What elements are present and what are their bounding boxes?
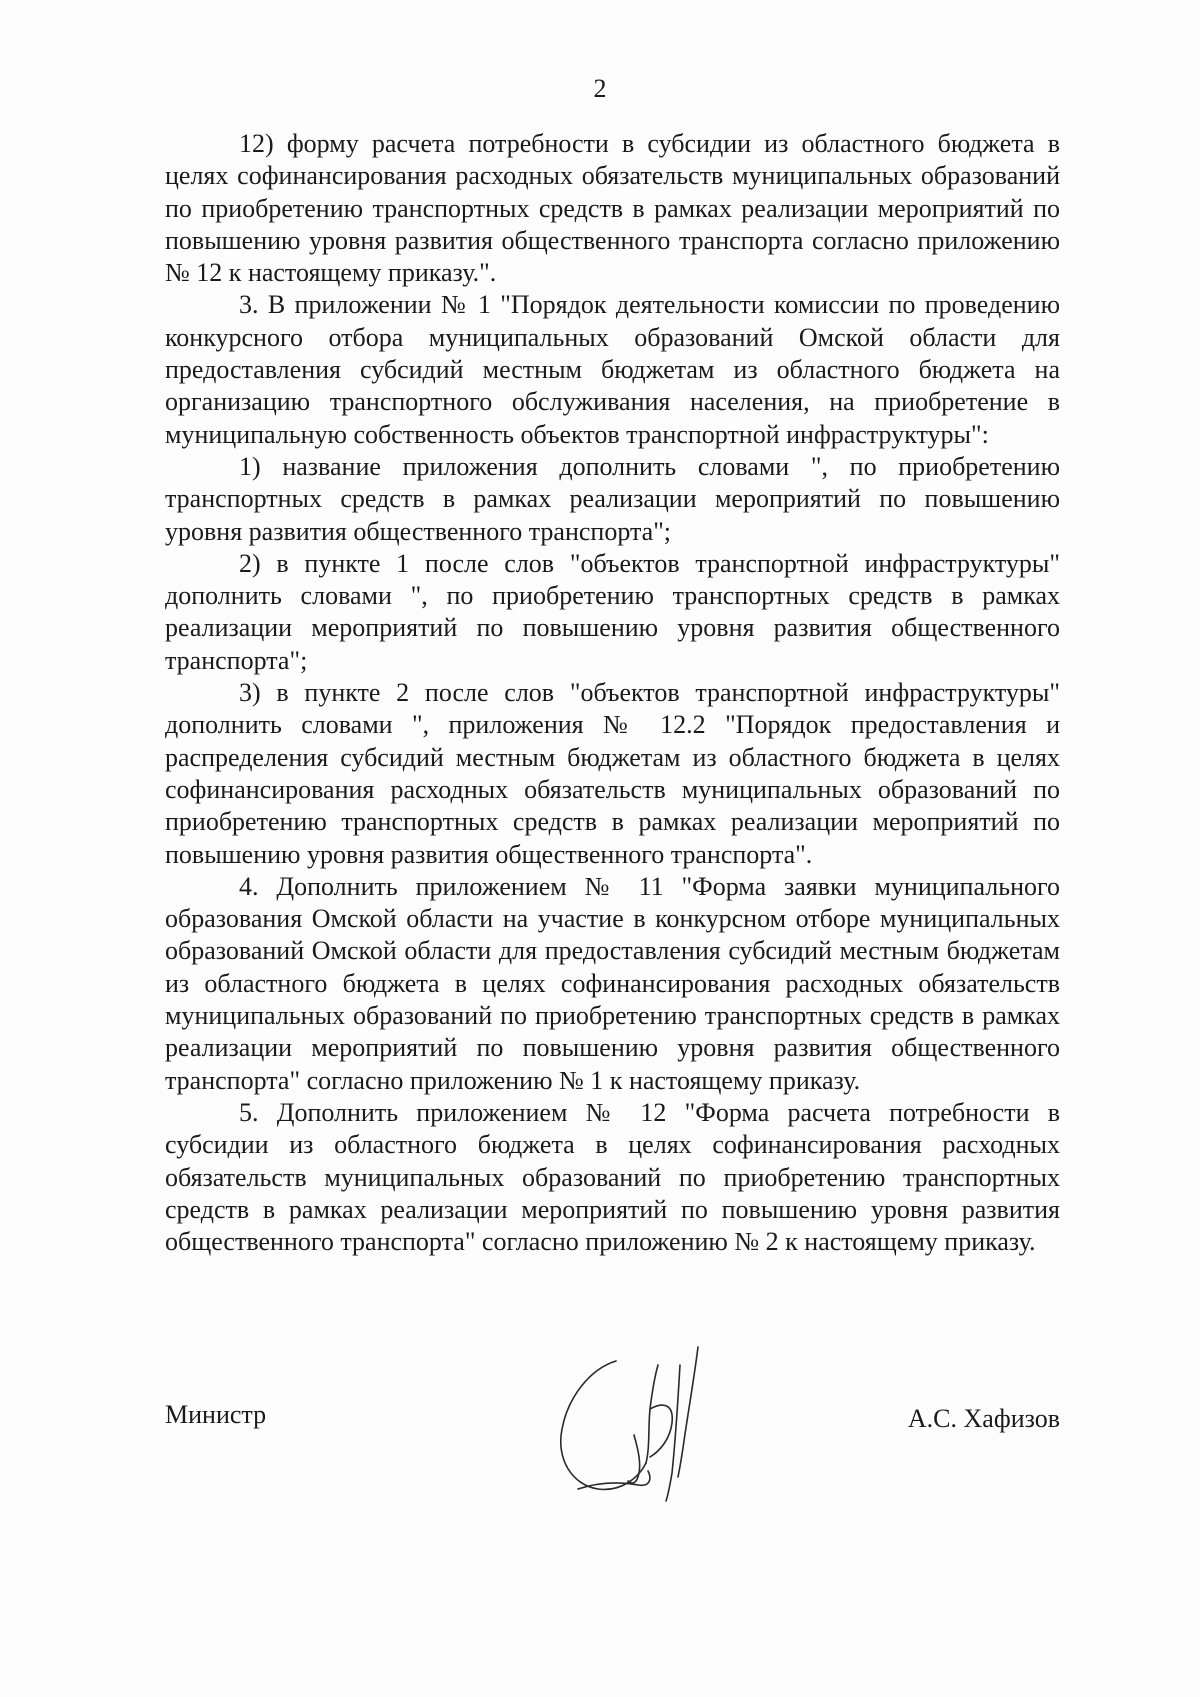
paragraph-point-5: 5. Дополнить приложением № 12 "Форма расчета потребности в субсидии из областного бюджета в целях софинансирования расходных обязательств муниципальных образований по приобретению транспортных средств в рамках реализации мероприятий по повышению уровня развития общественного транспорта" согласно приложению № 2 к настоящему приказу. bbox=[165, 1097, 1060, 1257]
paragraph-subpoint-3: 3) в пункте 2 после слов "объектов транспортной инфраструктуры" дополнить словами ", приложения № 12.2 "Порядок предоставления и распределения субсидий местным бюджетам из областного бюджета в целях софинансирования расходных обязательств муниципальных образований по приобретению транспортных средств в рамках реализации мероприятий по повышению уровня развития общественного транспорта". bbox=[165, 678, 1060, 869]
document-body bbox=[165, 128, 1060, 1258]
handwritten-signature bbox=[538, 1339, 728, 1503]
paragraph-subpoint-1: 1) название приложения дополнить словами ", по приобретению транспортных средств в рамках реализации мероприятий по повышению уровня развития общественного транспорта"; bbox=[165, 451, 1060, 546]
page-number: 2 bbox=[593, 74, 607, 103]
paragraph-point-4: 4. Дополнить приложением № 11 "Форма заявки муниципального образования Омской области на участие в конкурсном отборе муниципальных образований Омской области для предоставления субсидий местным бюджетам из областного бюджета в целях софинансирования расходных обязательств муниципальных образований по приобретению транспортных средств в рамках реализации мероприятий по повышению уровня развития общественного транспорта" согласно приложению № 1 к настоящему приказу. bbox=[165, 871, 1060, 1095]
signer-title: Министр bbox=[165, 1400, 267, 1429]
signature-block bbox=[165, 1395, 1060, 1525]
paragraph-point-3: 3. В приложении № 1 "Порядок деятельности комиссии по проведению конкурсного отбора муниципальных образований Омской области для предоставления субсидий местным бюджетам из областного бюджета на организацию транспортного обслуживания населения, на приобретение в муниципальную собственность объектов транспортной инфраструктуры": bbox=[165, 290, 1060, 449]
paragraph-item-12: 12) форму расчета потребности в субсидии из областного бюджета в целях софинансирования расходных обязательств муниципальных образований по приобретению транспортных средств в рамках реализации мероприятий по повышению уровня развития общественного транспорта согласно приложению № 12 к настоящему приказу.". bbox=[165, 129, 1060, 288]
signer-name: А.С. Хафизов bbox=[907, 1404, 1060, 1433]
paragraph-subpoint-2: 2) в пункте 1 после слов "объектов транспортной инфраструктуры" дополнить словами ", по приобретению транспортных средств в рамках реализации мероприятий по повышению уровня развития общественного транспорта"; bbox=[165, 548, 1060, 675]
